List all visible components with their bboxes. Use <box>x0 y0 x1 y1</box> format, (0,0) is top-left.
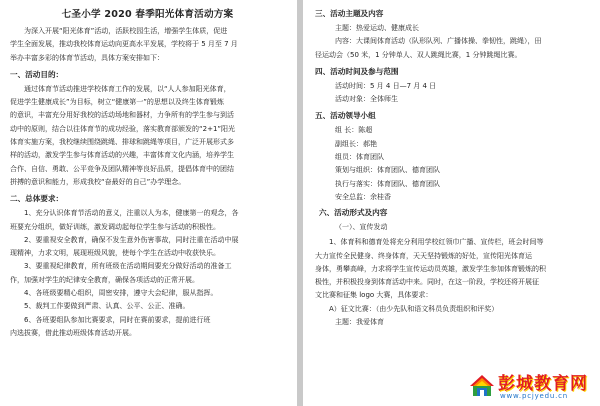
publicity-line: 文比赛和征集 logo 大赛，具体要求： <box>315 291 433 300</box>
content-label: 内容： <box>335 37 356 46</box>
intro-line: 学生全面发展，推动我校体育运动向更高水平发展，学校将于 5 月至 7 月 <box>10 40 238 49</box>
member-label: 组员： <box>335 153 356 162</box>
publicity-line: 大力宣传全民健身、终身体育，天天坚持锻炼的好处，宣传阳光体育运 <box>315 251 532 260</box>
requirement-item: 班要充分组织，做好训练，激发调动起每位学生参与活动的积极性。 <box>10 222 220 231</box>
theme-value: 热爱运动、健康成长 <box>356 24 419 32</box>
target-line <box>315 93 590 106</box>
purpose-line: 促进学生健康成长”为目标，树立“健康第一”的思想以及终生体育锻炼 <box>10 98 224 107</box>
plan-value: 体育团队、德育团队 <box>377 166 440 175</box>
subsection-publicity: （一）、宣传发动 <box>335 223 388 232</box>
leader-label: 组 长： <box>335 126 359 135</box>
content-line <box>315 35 590 48</box>
member-value: 体育团队 <box>356 153 384 162</box>
essay-theme-label: 主题： <box>335 318 356 327</box>
section-heading-theme: 三、活动主题及内容 <box>315 9 384 18</box>
content-line: 径运动会（50 米，1 分钟单人、双人跳绳比赛，1 分钟跳绳比赛。 <box>315 50 522 59</box>
essay-theme-value: 我爱体育 <box>356 318 384 327</box>
requirement-item: 内选拔赛，借此推动班级体育活动开展。 <box>10 328 136 337</box>
document-title: 七圣小学 2020 春季阳光体育活动方案 <box>61 9 234 20</box>
essay-theme-line <box>315 316 590 329</box>
section-heading-forms: 六、活动形式及内容 <box>319 208 388 218</box>
requirement-item: 1、充分认识体育节活动的意义，注重以人为本，健康第一的观念，各 <box>24 209 239 218</box>
safety-value: 余桂香 <box>370 192 391 201</box>
section-heading-leadership: 五、活动领导小组 <box>315 111 376 121</box>
requirement-item: 现精神，力求文明，展现班级风貌，使每个学生在活动中收获快乐。 <box>10 249 220 258</box>
document-page-right <box>303 0 600 406</box>
exec-label: 执行与落实： <box>335 179 377 188</box>
publicity-line: 身体，勇攀高峰，力求将学生宣传运动员英雄，激发学生参加体育锻炼的积 <box>315 264 546 273</box>
member-line <box>315 151 590 164</box>
plan-line <box>315 164 590 177</box>
section-heading-purpose: 一、活动目的： <box>10 69 64 79</box>
requirement-item: 2、要重视安全教育，确保不发生意外伤害事故，同时注重在活动中展 <box>24 235 239 244</box>
exec-value: 体育团队、德育团队 <box>377 179 440 188</box>
intro-line: 举办丰富多彩的体育节活动，具体方案安排如下： <box>10 53 164 62</box>
theme-line <box>315 22 590 35</box>
requirement-item: 4、各班级要精心组织，周密安排，遵守大会纪律，服从指挥。 <box>24 289 218 298</box>
purpose-line: 体育实施方案，我校继续围绕跳绳、排球和跳绳等项目，广泛开展形式多 <box>10 138 234 147</box>
requirement-item: 3、要重视纪律教育，所有班级在活动期间要充分做好活动的准备工 <box>24 262 232 271</box>
time-line <box>315 80 590 93</box>
exec-line <box>315 178 590 191</box>
vice-leader-line <box>315 138 590 151</box>
theme-label: 主题： <box>335 24 356 32</box>
safety-label: 安全总监： <box>335 192 370 201</box>
purpose-line: 样的活动，激发学生参与体育活动的兴趣，丰富体育文化内涵，培养学生 <box>10 151 234 160</box>
requirement-item: 6、各班要组队参加比赛要求，同时在赛前要求，提前进行班 <box>24 315 211 324</box>
content-text: 大课间体育活动（队形队列、广播体操、拳韧性，跳绳），田 <box>356 37 542 46</box>
vice-label: 副组长： <box>335 139 363 148</box>
plan-label: 策划与组织： <box>335 166 377 175</box>
purpose-line: 通过体育节活动推进学校体育工作的发展，以“人人参加阳光体育， <box>24 84 231 93</box>
watermark-url: www.pcjyedu.cn <box>500 392 569 400</box>
essay-contest-line: A）征文比赛：（由少先队和语文科员负责组织和评奖） <box>329 304 499 313</box>
leader-value: 陈超 <box>358 126 373 135</box>
publicity-line: 极性，并积极投身到体育活动中来。同时，在这一阶段，学校还将开展征 <box>315 278 539 287</box>
watermark-title: 彭城教育网 <box>498 374 588 394</box>
requirement-item: 作，加强对学生的纪律安全教育，确保各项活动的正常开展。 <box>10 275 199 284</box>
target-value: 全体师生 <box>370 95 398 104</box>
site-watermark <box>466 368 596 404</box>
time-label: 活动时间： <box>335 81 370 90</box>
requirement-item: 5、裁判工作要做到严肃、认真、公平、公正、准确。 <box>24 302 190 311</box>
vice-value: 郝艳 <box>363 139 377 148</box>
purpose-line: 合作、自信、勇敢、公平竞争及团队精神等良好品质，提倡体育中的团结 <box>10 164 234 173</box>
rainbow-house-logo-icon <box>468 372 496 398</box>
section-heading-requirements: 二、总体要求： <box>10 194 64 204</box>
intro-line: 为深入开展“阳光体育”活动，活跃校园生活，增强学生体质，促进 <box>24 27 228 35</box>
purpose-line: 拼搏的意识和能力，形成我校“奋最好的自己”办学理念。 <box>10 177 186 186</box>
leader-line <box>315 124 590 137</box>
purpose-line: 动中的原则，结合以往体育节的成功经验，落实教育部颁发的“2+1”阳光 <box>10 124 236 133</box>
time-value: 5 月 4 日—7 月 4 日 <box>370 81 437 90</box>
safety-line <box>315 191 590 204</box>
publicity-line: 1、体育科和德育处将充分利用学校红领巾广播、宣传栏，班会时间等 <box>329 238 544 247</box>
section-heading-time: 四、活动时间及参与范围 <box>315 66 399 76</box>
purpose-line: 的意识，丰富充分用好我校的活动场地和器材，力争所有的学生参与到活 <box>10 111 234 120</box>
target-label: 活动对象： <box>335 95 370 104</box>
document-page-left <box>0 0 297 406</box>
